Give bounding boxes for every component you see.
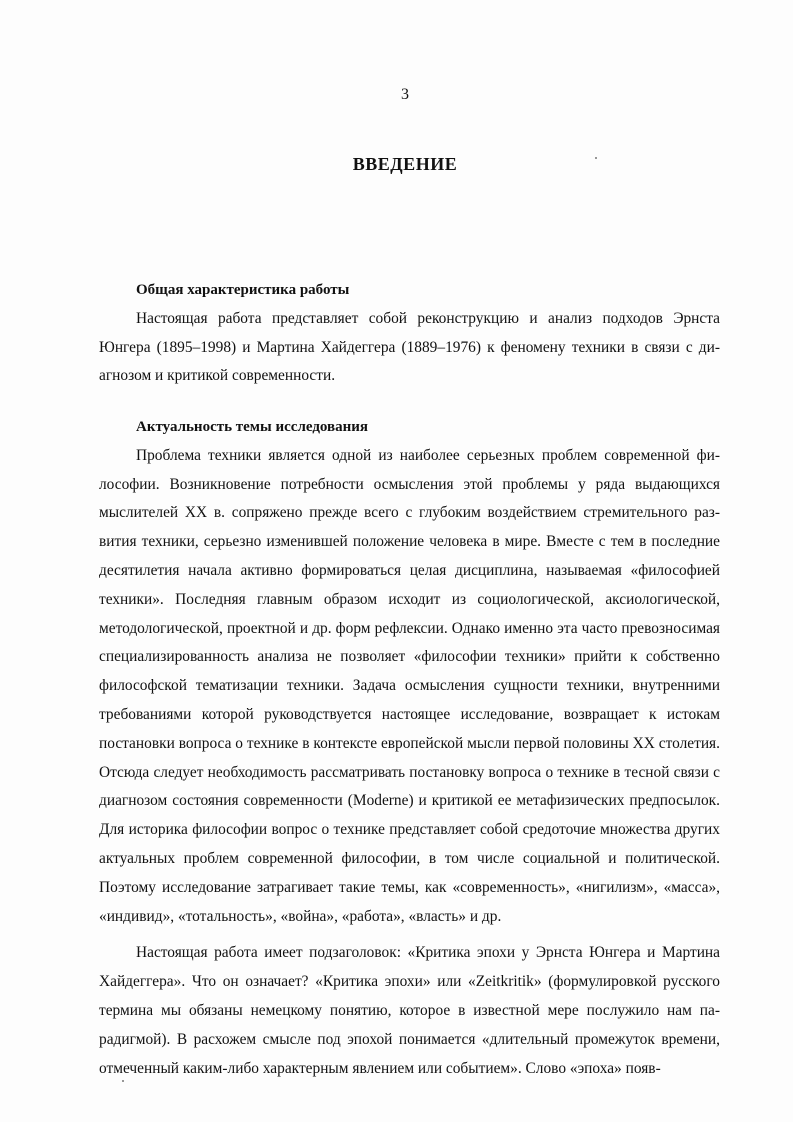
paragraph: Проблема техники является одной из наиболее серьезных проблем современной философии. Возникновение потребности осмысления этой проблемы у ряда выдающихся мыслителей XX в. сопряжено прежде всего с глубоким воздействием стремительного развития техники, серьезно изменившей положение человека в мире. Вместе с тем в последние десятилетия начала активно формироваться целая дисциплина, называемая «философией техники». Последняя главным образом исходит из социологической, аксиологической, методологической, проектной и др. форм рефлексии. Однако именно эта часто превозносимая специализированность анализа не позволяет «философии техники» прийти к собственно философской тематизации техники. Задача осмысления сущности техники, внутренними требованиями которой руководствуется настоящее исследование, возвращает к истокам постановки вопроса о технике в контексте европейской мысли первой половины XX столетия. Отсюда следует необходимость рассматривать постановку вопроса о технике в тесной связи с диагнозом состояния современности (Moderne) и критикой ее метафизических предпосылок. Для историка философии вопрос о технике представляет собой средоточие множества других актуальных проблем современной философии, в том числе социальной и политической. Поэтому исследование затрагивает такие темы, как «современность», «нигилизм», «масса», «индивид», «тотальность», «война», «работа», «власть» и др.	[99, 446, 720, 925]
section-relevance	[99, 413, 720, 1083]
page-number: 3	[401, 86, 409, 103]
scan-speck	[595, 157, 597, 159]
chapter-title: ВВЕДЕНИЕ	[352, 154, 458, 174]
paragraph: Настоящая работа имеет подзаголовок: «Критика эпохи у Эрнста Юнгера и Мартина Хайдеггера». Что он означает? «Критика эпохи» или «Zeitkritik» (формулировкой русского термина мы обязаны немецкому понятию, которое в известной мере послужило нам парадигмой). В расхожем смысле под эпохой понимается «длительный промежуток времени, отмеченный каким-либо характерным явлением или событием». Слово «эпоха» появ-	[99, 944, 720, 1077]
section-heading: Актуальность темы исследования	[136, 419, 369, 435]
section-general-characteristics	[99, 276, 720, 391]
paragraph: Настоящая работа представляет собой реконструкцию и анализ подходов Эрнста Юнгера (1895–1998) и Мартина Хайдеггера (1889–1976) к феномену техники в связи с диагнозом и критикой современности.	[99, 309, 720, 385]
scan-speck	[122, 1080, 124, 1082]
section-heading: Общая характеристика работы	[136, 282, 350, 298]
